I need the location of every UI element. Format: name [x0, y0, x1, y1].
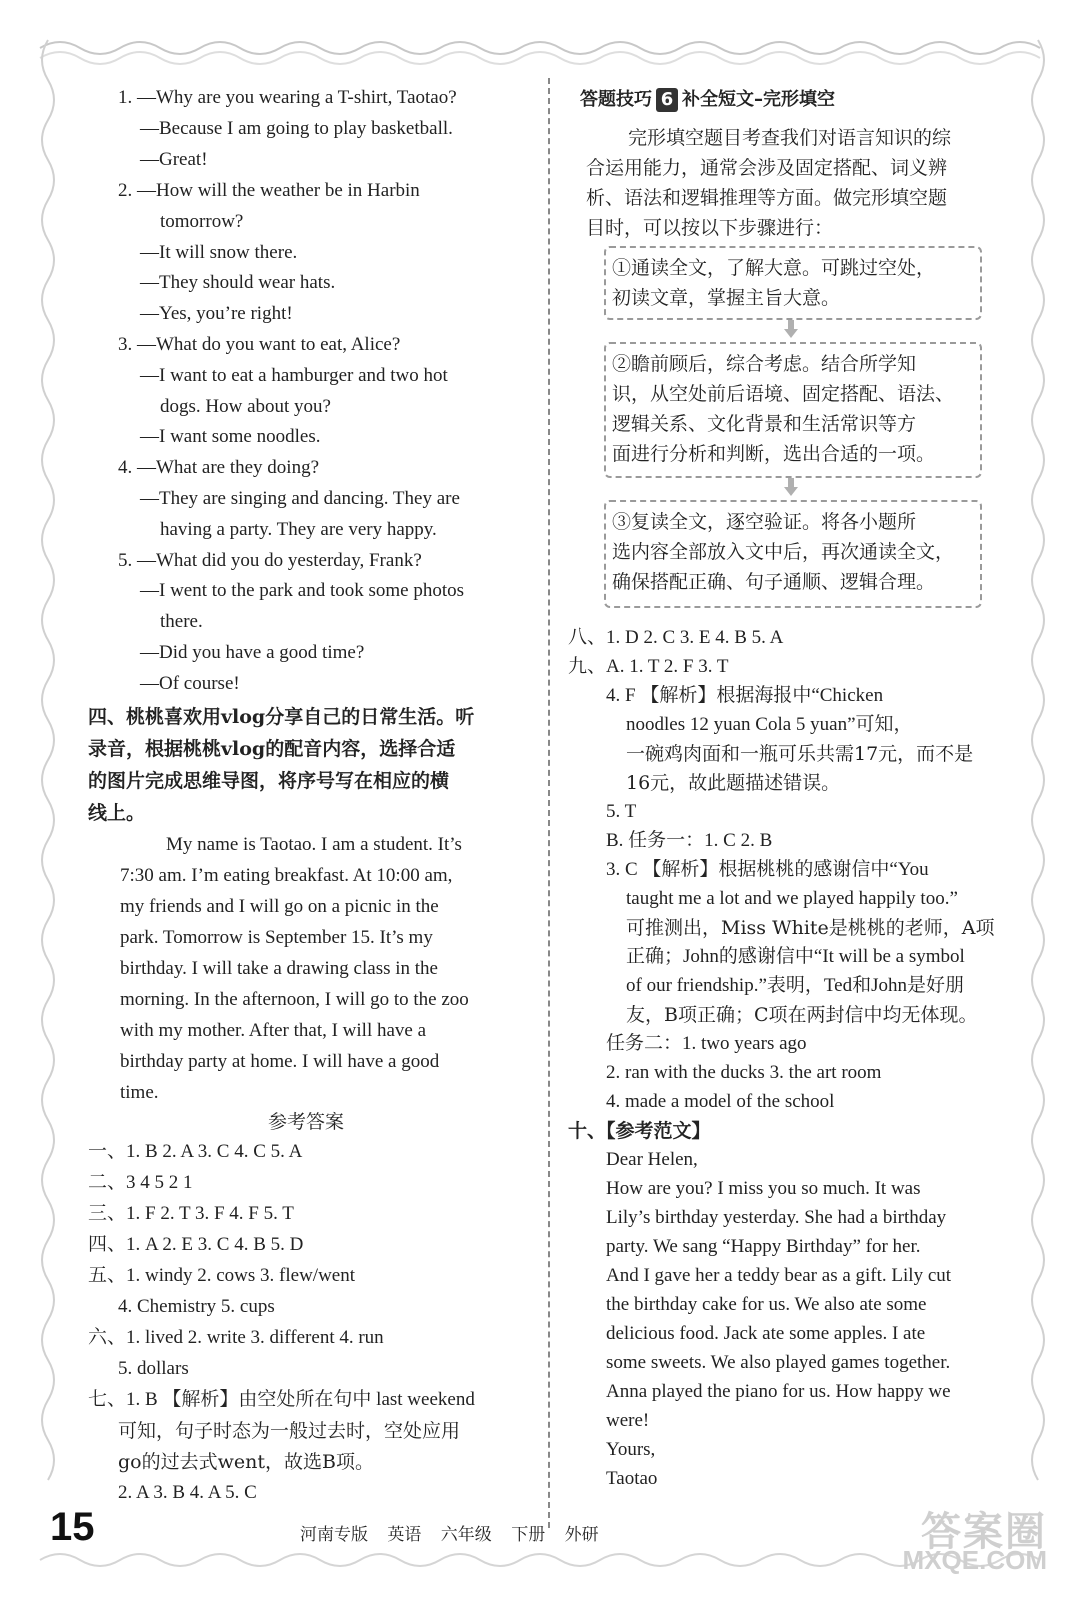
passage-line: My name is Taotao. I am a student. It’s [166, 834, 462, 855]
essay-line: Anna played the piano for us. How happy we [606, 1381, 951, 1402]
intro-line: 完形填空题目考查我们对语言知识的综 [628, 127, 952, 149]
essay-line: Lily’s birthday yesterday. She had a birthday [606, 1207, 947, 1228]
dialogue-line: 4. —What are they doing? [118, 457, 320, 478]
dialogue-line: —I went to the park and took some photos [140, 580, 465, 601]
answer-line: 5. T [606, 801, 637, 822]
passage-line: park. Tomorrow is September 15. It’s my [120, 927, 433, 948]
essay-line: Taotao [606, 1468, 658, 1489]
answer-line: B. 任务一：1. C 2. B [606, 830, 773, 851]
step-line: 识，从空处前后语境、固定搭配、语法、 [612, 383, 955, 405]
answer-line: 七、1. B 【解析】由空处所在句中 last weekend [88, 1389, 475, 1410]
passage-line: my friends and I will go on a picnic in the [120, 896, 439, 917]
answer-line: 九、A. 1. T 2. F 3. T [568, 656, 729, 677]
step-line: ③复读全文，逐空验证。将各小题所 [612, 511, 917, 533]
step-line: 选内容全部放入文中后，再次通读全文， [612, 541, 955, 563]
section-title-line: 四、桃桃喜欢用vlog分享自己的日常生活。听 [88, 706, 475, 728]
section-title-line: 线上。 [88, 802, 146, 824]
answer-line: noodles 12 yuan Cola 5 yuan”可知， [626, 714, 913, 735]
down-arrow-icon [784, 478, 798, 496]
answer-line: 4. F 【解析】根据海报中“Chicken [606, 685, 884, 706]
answer-line: 5. dollars [118, 1358, 189, 1379]
dialogue-line: —I want some noodles. [140, 426, 321, 447]
dialogue-line: tomorrow? [160, 211, 244, 232]
answer-line: 任务二：1. two years ago [606, 1033, 807, 1054]
step-line: 初读文章，掌握主旨大意。 [612, 287, 841, 309]
answer-line: 三、1. F 2. T 3. F 4. F 5. T [88, 1203, 294, 1224]
intro-line: 析、语法和逻辑推理等方面。做完形填空题 [586, 187, 948, 209]
watermark-logo: 答案圈 [921, 1510, 1047, 1554]
answers-heading: 参考答案 [268, 1111, 345, 1133]
dialogue-line: there. [160, 611, 203, 632]
essay-line: the birthday cake for us. We also ate some [606, 1294, 927, 1315]
footer-info: 河南专版 英语 六年级 下册 外研 [300, 1525, 599, 1545]
answer-line: 4. Chemistry 5. cups [118, 1296, 275, 1317]
tip-number-badge: 6 [656, 88, 678, 112]
answer-line: 四、1. A 2. E 3. C 4. B 5. D [88, 1234, 304, 1255]
answer-line: 六、1. lived 2. write 3. different 4. run [88, 1327, 384, 1348]
passage-line: birthday. I will take a drawing class in the [120, 958, 438, 979]
section-title-line: 录音，根据桃桃vlog的配音内容，选择合适 [88, 738, 456, 760]
answer-line: 2. ran with the ducks 3. the art room [606, 1062, 882, 1083]
intro-line: 合运用能力，通常会涉及固定搭配、词义辨 [586, 157, 948, 179]
page-number: 15 [50, 1505, 95, 1549]
essay-line: some sweets. We also played games together. [606, 1352, 951, 1373]
section-title-line: 的图片完成思维导图，将序号写在相应的横 [88, 770, 450, 792]
down-arrow-icon [784, 320, 798, 338]
essay-line: were! [606, 1410, 650, 1431]
answer-line: 友，B项正确；C项在两封信中均无体现。 [626, 1004, 978, 1026]
dialogue-line: —They are singing and dancing. They are [140, 488, 460, 509]
answer-line: 可推测出，Miss White是桃桃的老师，A项 [626, 917, 995, 939]
dialogue-line: 1. —Why are you wearing a T-shirt, Taotao? [118, 87, 457, 108]
dialogue-line: —Yes, you’re right! [140, 303, 293, 324]
dialogue-line: 2. —How will the weather be in Harbin [118, 180, 420, 201]
answer-line: 正确；John的感谢信中“It will be a symbol [626, 946, 965, 967]
step-line: ②瞻前顾后，综合考虑。结合所学知 [612, 353, 917, 375]
answer-line: 2. A 3. B 4. A 5. C [118, 1482, 257, 1503]
answer-line: 可知，句子时态为一般过去时，空处应用 [118, 1420, 461, 1442]
step-line: 逻辑关系、文化背景和生活常识等方 [612, 413, 917, 435]
essay-line: And I gave her a teddy bear as a gift. Lily cut [606, 1265, 952, 1286]
answer-line: 五、1. windy 2. cows 3. flew/went [88, 1265, 356, 1286]
dialogue-line: —Did you have a good time? [140, 642, 365, 663]
watermark-url: MXQE.COM [902, 1545, 1047, 1575]
step-line: 面进行分析和判断，选出合适的一项。 [612, 443, 936, 465]
passage-line: birthday party at home. I will have a good [120, 1051, 440, 1072]
answer-line: taught me a lot and we played happily too.” [626, 888, 958, 909]
answer-line: 4. made a model of the school [606, 1091, 835, 1112]
answer-line: 3. C 【解析】根据桃桃的感谢信中“You [606, 859, 929, 880]
essay-line: Yours, [606, 1439, 656, 1460]
dialogue-line: —They should wear hats. [140, 272, 336, 293]
essay-line: party. We sang “Happy Birthday” for her. [606, 1236, 921, 1257]
dialogue-line: having a party. They are very happy. [160, 519, 437, 540]
intro-line: 目时，可以按以下步骤进行： [586, 217, 834, 239]
answer-line: 一碗鸡肉面和一瓶可乐共需17元，而不是 [626, 743, 974, 765]
answer-line: 八、1. D 2. C 3. E 4. B 5. A [568, 627, 784, 648]
dialogue-line: 3. —What do you want to eat, Alice? [118, 334, 401, 355]
answer-line: 一、1. B 2. A 3. C 4. C 5. A [88, 1141, 303, 1162]
essay-line: delicious food. Jack ate some apples. I ate [606, 1323, 926, 1344]
step-line: ①通读全文，了解大意。可跳过空处， [612, 257, 936, 279]
passage-line: time. [120, 1082, 159, 1103]
answer-line: 16元，故此题描述错误。 [626, 772, 841, 794]
essay-line: Dear Helen, [606, 1149, 698, 1170]
passage-line: morning. In the afternoon, I will go to the zoo [120, 989, 469, 1010]
tip-title: 补全短文–完形填空 [682, 89, 835, 110]
dialogue-line: —Because I am going to play basketball. [140, 118, 453, 139]
dialogue-line: dogs. How about you? [160, 396, 331, 417]
step-line: 确保搭配正确、句子通顺、逻辑合理。 [612, 571, 936, 593]
dialogue-line: —I want to eat a hamburger and two hot [140, 365, 448, 386]
answer-line: 二、3 4 5 2 1 [88, 1172, 193, 1193]
column-divider [548, 78, 550, 1528]
answer-line: go的过去式went，故选B项。 [118, 1451, 374, 1473]
passage-line: with my mother. After that, I will have a [120, 1020, 427, 1041]
dialogue-line: 5. —What did you do yesterday, Frank? [118, 550, 422, 571]
tip-header [580, 88, 835, 112]
dialogue-line: —Great! [140, 149, 208, 170]
dialogue-line: —Of course! [140, 673, 240, 694]
answer-line: of our friendship.”表明，Ted和John是好朋 [626, 975, 964, 996]
tip-label: 答题技巧 [580, 89, 652, 110]
answer-line: 十、【参考范文】 [568, 1120, 711, 1142]
essay-line: How are you? I miss you so much. It was [606, 1178, 921, 1199]
dialogue-line: —It will snow there. [140, 242, 298, 263]
passage-line: 7:30 am. I’m eating breakfast. At 10:00 am, [120, 865, 453, 886]
